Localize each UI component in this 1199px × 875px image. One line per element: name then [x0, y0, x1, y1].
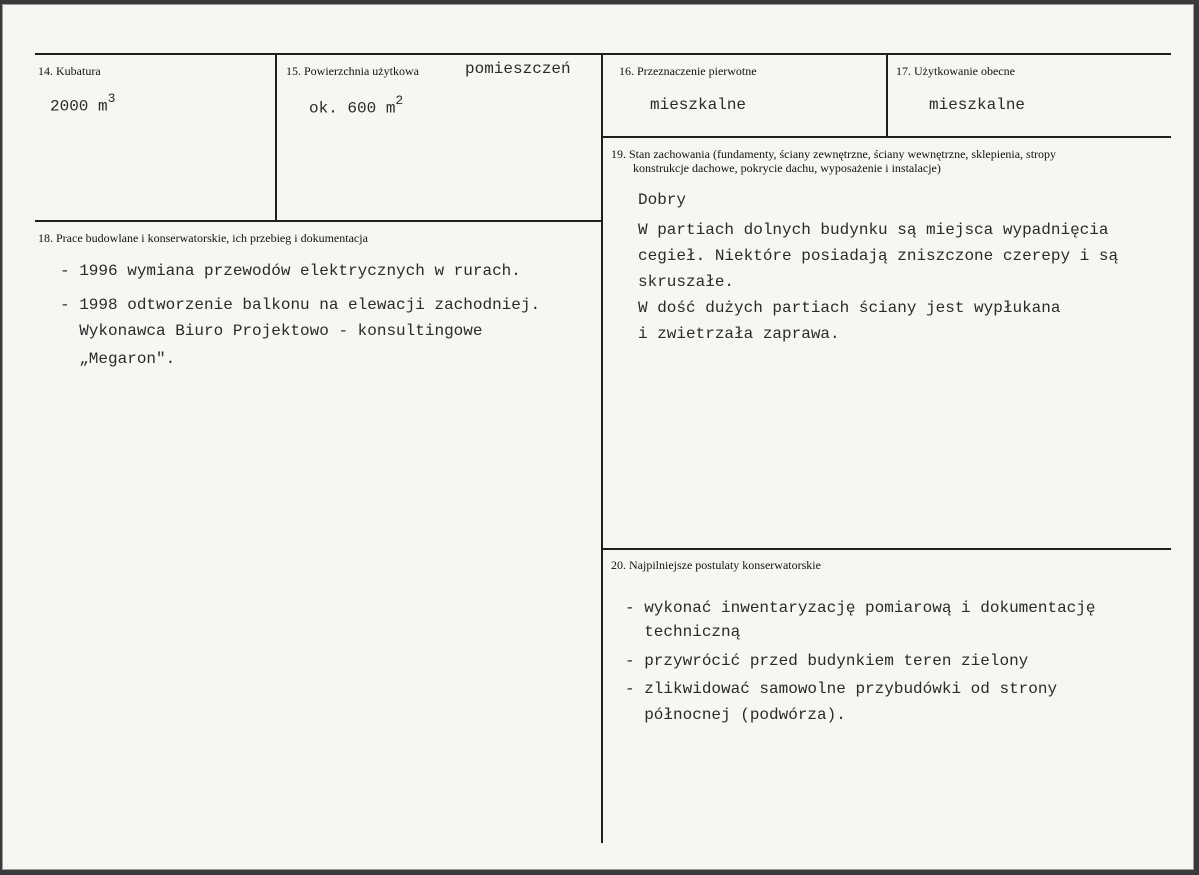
postulaty-label: 20. Najpilniejsze postulaty konserwatorskie: [611, 558, 821, 572]
postulaty-line: północnej (podwórza).: [625, 706, 846, 724]
przeznaczenie-value: mieszkalne: [650, 96, 747, 114]
uzytkowanie-label: 17. Użytkowanie obecne: [896, 64, 1015, 78]
postulaty-line: techniczną: [625, 623, 741, 641]
stan-line: i zwietrzała zaprawa.: [638, 325, 840, 343]
stan-line: cegieł. Niektóre posiadają zniszczone czerepy i są: [638, 247, 1119, 265]
postulaty-line: - przywrócić przed budynkiem teren zielony: [625, 652, 1029, 670]
stan-label-line2: konstrukcje dachowe, pokrycie dachu, wyposażenie i instalacje): [633, 161, 941, 175]
postulaty-line: - zlikwidować samowolne przybudówki od strony: [625, 680, 1058, 698]
divider-right-20: [601, 548, 1171, 550]
powierzchnia-label: 15. Powierzchnia użytkowa: [286, 64, 419, 78]
stan-line: W dość dużych partiach ściany jest wypłukana: [638, 299, 1061, 317]
postulaty-line: - wykonać inwentaryzację pomiarową i dokumentację: [625, 599, 1096, 617]
uzytkowanie-value: mieszkalne: [929, 96, 1026, 114]
divider-right-19: [601, 136, 1171, 138]
przeznaczenie-label: 16. Przeznaczenie pierwotne: [619, 64, 757, 78]
divider-v-14-15: [275, 53, 277, 221]
stan-line: Dobry: [638, 191, 687, 209]
prace-line: „Megaron".: [60, 350, 176, 368]
divider-v-16-17: [886, 53, 888, 137]
prace-line: - 1998 odtworzenie balkonu na elewacji zachodniej.: [60, 296, 541, 314]
prace-line: - 1996 wymiana przewodów elektrycznych w rurach.: [60, 262, 521, 280]
divider-left-18: [35, 220, 603, 222]
powierzchnia-value: ok. 600 $m^2$: [309, 93, 404, 118]
prace-line: Wykonawca Biuro Projektowo - konsultingowe: [60, 322, 483, 340]
stan-line: W partiach dolnych budynku są miejsca wypadnięcia: [638, 221, 1109, 239]
stan-line: skruszałe.: [638, 273, 735, 291]
record-card: [2, 4, 1194, 870]
stan-label-line1: 19. Stan zachowania (fundamenty, ściany zewnętrzne, ściany wewnętrzne, sklepienia, stropy: [611, 147, 1057, 161]
divider-v-center: [601, 53, 603, 843]
powierzchnia-label-typed: pomieszczeń: [465, 60, 571, 78]
kubatura-label: 14. Kubatura: [38, 64, 101, 78]
divider-top: [35, 53, 1171, 55]
kubatura-value: 2000 $m^3$: [50, 91, 116, 116]
prace-label: 18. Prace budowlane i konserwatorskie, ich przebieg i dokumentacja: [38, 231, 368, 245]
